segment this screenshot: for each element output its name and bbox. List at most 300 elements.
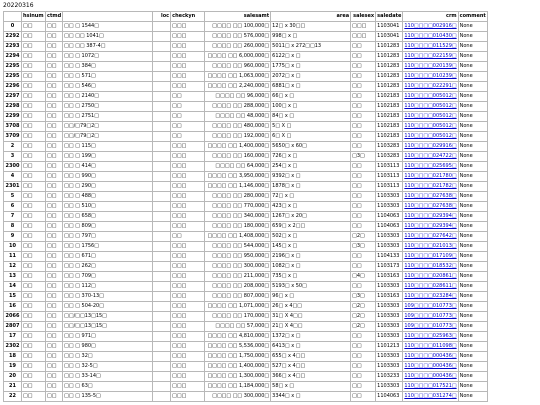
table-cell: None bbox=[458, 172, 487, 182]
table-row bbox=[4, 142, 488, 152]
table-row bbox=[4, 22, 488, 32]
table-cell: □□□□ □□ 770,000□ bbox=[205, 202, 271, 212]
table-cell: □□ bbox=[351, 112, 376, 122]
table-cell[interactable]: 110□□□□020139□ bbox=[403, 62, 458, 72]
table-cell: □□ bbox=[351, 202, 376, 212]
table-cell: □□ bbox=[22, 162, 46, 172]
table-cell: □□ bbox=[22, 142, 46, 152]
table-cell: 2295 bbox=[4, 72, 22, 82]
table-cell: □□□ bbox=[171, 282, 205, 292]
table-cell[interactable]: 110□□□□031274□ bbox=[403, 392, 458, 402]
table-cell: 8 bbox=[4, 222, 22, 232]
table-cell: None bbox=[458, 152, 487, 162]
table-cell: □□ bbox=[46, 102, 63, 112]
table-cell[interactable]: 110□□□□029394□ bbox=[403, 222, 458, 232]
table-cell: □□□□ □□ 300,000□ bbox=[205, 392, 271, 402]
table-cell bbox=[153, 82, 171, 92]
table-row bbox=[4, 112, 488, 122]
table-cell: □□ bbox=[46, 132, 63, 142]
column-header: hsinum bbox=[22, 12, 46, 22]
table-cell[interactable]: 109□□□□010773□ bbox=[403, 312, 458, 322]
table-cell: □□ bbox=[22, 392, 46, 402]
table-cell bbox=[153, 342, 171, 352]
table-cell[interactable]: 109□□□□010773□ bbox=[403, 302, 458, 312]
table-row bbox=[4, 92, 488, 102]
table-cell: □□ bbox=[22, 342, 46, 352]
table-cell: □□□ bbox=[171, 302, 205, 312]
table-cell: □□ bbox=[46, 192, 63, 202]
table-cell: None bbox=[458, 372, 487, 382]
table-cell: None bbox=[458, 352, 487, 362]
table-cell: □□ bbox=[351, 62, 376, 72]
table-cell: 31□ X 4□□ bbox=[271, 312, 351, 322]
table-cell[interactable]: 110□□□□010430□ bbox=[403, 32, 458, 42]
table-cell: □□ bbox=[351, 182, 376, 192]
table-cell: □□ bbox=[46, 202, 63, 212]
table-cell: □□ bbox=[22, 352, 46, 362]
table-cell: □□ bbox=[351, 372, 376, 382]
table-row bbox=[4, 202, 488, 212]
table-row bbox=[4, 372, 488, 382]
table-header-row bbox=[4, 12, 488, 22]
table-cell: □□ bbox=[22, 332, 46, 342]
table-cell: □□ □ 546□ bbox=[63, 82, 153, 92]
table-cell: None bbox=[458, 232, 487, 242]
table-cell: □□ bbox=[351, 262, 376, 272]
table-cell: None bbox=[458, 322, 487, 332]
table-cell: □□/□□13□15□ bbox=[63, 322, 153, 332]
table-cell bbox=[153, 362, 171, 372]
table-row bbox=[4, 152, 488, 162]
table-cell: □□ bbox=[22, 182, 46, 192]
table-cell: □3□ bbox=[351, 152, 376, 162]
table-cell[interactable]: 110□□□□025963□ bbox=[403, 332, 458, 342]
table-cell: □□□□ □□ 1,071,000□ bbox=[205, 302, 271, 312]
table-cell: □□ bbox=[22, 152, 46, 162]
table-cell: □□ □ 32-5□ bbox=[63, 362, 153, 372]
table-cell: □4□ bbox=[351, 272, 376, 282]
table-cell: None bbox=[458, 202, 487, 212]
table-cell: □□□□ □□ 180,000□ bbox=[205, 222, 271, 232]
table-cell: □□□ bbox=[171, 82, 205, 92]
table-cell: 1102183 bbox=[376, 132, 403, 142]
table-cell[interactable]: 110□□□□023284□ bbox=[403, 292, 458, 302]
table-row bbox=[4, 62, 488, 72]
table-cell[interactable]: 110□□□□021782□ bbox=[403, 182, 458, 192]
table-cell: 3709 bbox=[4, 132, 22, 142]
table-cell: 735□ x □ bbox=[271, 272, 351, 282]
table-cell: 1775□ x □ bbox=[271, 62, 351, 72]
table-cell: □2□ bbox=[351, 322, 376, 332]
table-cell: 0 bbox=[4, 22, 22, 32]
table-cell bbox=[153, 302, 171, 312]
table-cell bbox=[153, 212, 171, 222]
table-cell: None bbox=[458, 22, 487, 32]
table-cell: 2300 bbox=[4, 162, 22, 172]
column-header bbox=[63, 12, 153, 22]
table-cell: 1102183 bbox=[376, 122, 403, 132]
column-header: salesamt bbox=[205, 12, 271, 22]
table-cell[interactable]: 110□□□□028611□ bbox=[403, 282, 458, 292]
report-date: 20220316 bbox=[3, 2, 34, 9]
table-cell: 2807 bbox=[4, 322, 22, 332]
table-cell: □□□□ □□ 1,400,000□ bbox=[205, 362, 271, 372]
table-cell: 72□ x □ bbox=[271, 192, 351, 202]
table-cell: □□□□ □□ 48,000□ bbox=[205, 112, 271, 122]
table-cell: 655□ x 4□□ bbox=[271, 352, 351, 362]
table-cell: □□ □ 1544□ bbox=[63, 22, 153, 32]
table-cell: None bbox=[458, 182, 487, 192]
table-cell[interactable]: 110□□□□002916□ bbox=[403, 22, 458, 32]
column-header: crm bbox=[403, 12, 458, 22]
table-cell: □□□ bbox=[171, 52, 205, 62]
table-cell: □□ bbox=[22, 102, 46, 112]
table-cell: □□ bbox=[351, 102, 376, 112]
table-cell: □□ bbox=[22, 122, 46, 132]
table-cell: □□ bbox=[46, 172, 63, 182]
table-cell: None bbox=[458, 282, 487, 292]
table-row bbox=[4, 262, 488, 272]
table-row bbox=[4, 252, 488, 262]
table-cell: □□ □ 571□ bbox=[63, 72, 153, 82]
table-cell[interactable]: 110□□□□022291□ bbox=[403, 82, 458, 92]
column-header: ctmd bbox=[46, 12, 63, 22]
table-cell: 1103303 bbox=[376, 312, 403, 322]
table-cell[interactable]: 110□□□□029394□ bbox=[403, 212, 458, 222]
table-cell: □□ □ 135-5□ bbox=[63, 392, 153, 402]
table-cell: □□ bbox=[351, 352, 376, 362]
table-cell[interactable]: 110□□□□029916□ bbox=[403, 142, 458, 152]
table-cell: None bbox=[458, 122, 487, 132]
table-cell: 1101283 bbox=[376, 52, 403, 62]
table-cell[interactable]: 110□□□□011529□ bbox=[403, 42, 458, 52]
table-cell[interactable]: 110□□□□018532□ bbox=[403, 262, 458, 272]
table-cell: 1878□ x □ bbox=[271, 182, 351, 192]
table-cell: 96□ x □ bbox=[271, 292, 351, 302]
table-cell: □□ □ 658□ bbox=[63, 212, 153, 222]
table-cell: □□□ bbox=[171, 142, 205, 152]
table-cell: 6□ X □ bbox=[271, 132, 351, 142]
table-cell: None bbox=[458, 62, 487, 72]
table-cell[interactable]: 110□□□□000436□ bbox=[403, 352, 458, 362]
table-row bbox=[4, 342, 488, 352]
table-cell: 1102183 bbox=[376, 92, 403, 102]
table-cell: □□□ bbox=[171, 252, 205, 262]
table-cell: 2297 bbox=[4, 92, 22, 102]
table-cell bbox=[153, 62, 171, 72]
table-row bbox=[4, 312, 488, 322]
table-cell[interactable]: 110□□□□021013□ bbox=[403, 242, 458, 252]
table-cell: 22 bbox=[4, 392, 22, 402]
table-cell: □3□ bbox=[351, 292, 376, 302]
column-header: salesex bbox=[351, 12, 376, 22]
table-cell[interactable]: 110□□□□005012□ bbox=[403, 122, 458, 132]
table-cell: 1101283 bbox=[376, 72, 403, 82]
table-cell: 726□ x □ bbox=[271, 152, 351, 162]
table-cell: □□□□ □□ 208,000□ bbox=[205, 282, 271, 292]
table-cell: 1103283 bbox=[376, 152, 403, 162]
table-cell: 12 bbox=[4, 262, 22, 272]
table-cell: □□ bbox=[351, 92, 376, 102]
table-cell bbox=[153, 182, 171, 192]
table-cell: □□ bbox=[46, 262, 63, 272]
table-cell: 366□ x 4□□ bbox=[271, 372, 351, 382]
table-cell: □□ bbox=[171, 132, 205, 142]
table-cell: None bbox=[458, 272, 487, 282]
sales-table bbox=[3, 11, 488, 402]
table-cell: 1103303 bbox=[376, 282, 403, 292]
table-cell: □□ bbox=[351, 342, 376, 352]
table-cell[interactable]: 110□□□□000436□ bbox=[403, 362, 458, 372]
table-cell: □□ bbox=[351, 142, 376, 152]
table-cell: □□ □ 32□ bbox=[63, 352, 153, 362]
table-cell: □□ bbox=[171, 122, 205, 132]
table-cell bbox=[153, 372, 171, 382]
table-cell[interactable]: 110□□□□005012□ bbox=[403, 112, 458, 122]
table-cell: 9 bbox=[4, 232, 22, 242]
table-cell: □□ □ 199□ bbox=[63, 152, 153, 162]
table-cell: 15 bbox=[4, 292, 22, 302]
table-row bbox=[4, 42, 488, 52]
table-cell[interactable]: 110□□□□005012□ bbox=[403, 132, 458, 142]
table-cell: □□□ bbox=[171, 212, 205, 222]
table-cell: □□ bbox=[46, 322, 63, 332]
table-body bbox=[4, 22, 488, 402]
table-cell: □□ □ 1072□ bbox=[63, 52, 153, 62]
table-cell: □□ bbox=[46, 182, 63, 192]
table-cell: 1103113 bbox=[376, 172, 403, 182]
table-cell: □□ bbox=[22, 262, 46, 272]
table-cell: 1101283 bbox=[376, 82, 403, 92]
table-cell bbox=[153, 282, 171, 292]
table-cell: □□ bbox=[22, 32, 46, 42]
table-row bbox=[4, 322, 488, 332]
table-cell: □□ □ 2140□ bbox=[63, 92, 153, 102]
table-cell: □□□□ □□ 1,400,000□ bbox=[205, 142, 271, 152]
table-cell: 6 bbox=[4, 202, 22, 212]
table-cell: □□ bbox=[22, 302, 46, 312]
table-cell: 1101213 bbox=[376, 342, 403, 352]
table-cell: 58□ x □ bbox=[271, 382, 351, 392]
table-cell[interactable]: 110□□□□017521□ bbox=[403, 382, 458, 392]
table-cell: □□□ bbox=[171, 32, 205, 42]
table-cell: □□□□ □□ 96,000□ bbox=[205, 92, 271, 102]
table-cell: None bbox=[458, 302, 487, 312]
table-cell: 12□ x 30□□ bbox=[271, 22, 351, 32]
table-cell: 5□ X □ bbox=[271, 122, 351, 132]
table-cell: 5011□ x 272□□13 bbox=[271, 42, 351, 52]
table-cell: 1103303 bbox=[376, 302, 403, 312]
table-cell: 2066 bbox=[4, 312, 22, 322]
table-cell: 6881□ x □ bbox=[271, 82, 351, 92]
table-cell: □□ bbox=[22, 52, 46, 62]
table-cell[interactable]: 110□□□□021780□ bbox=[403, 172, 458, 182]
table-cell: □□□□ □□ 6,000,000□ bbox=[205, 52, 271, 62]
table-cell: 1103303 bbox=[376, 382, 403, 392]
table-cell: □□ bbox=[46, 302, 63, 312]
table-cell: □□□ bbox=[171, 262, 205, 272]
table-cell: 2292 bbox=[4, 32, 22, 42]
table-cell bbox=[153, 152, 171, 162]
table-cell: 10 bbox=[4, 242, 22, 252]
table-cell: 2302 bbox=[4, 342, 22, 352]
table-cell: 2299 bbox=[4, 112, 22, 122]
table-cell bbox=[153, 162, 171, 172]
table-cell: □□□□ □□ 480,000□ bbox=[205, 122, 271, 132]
table-cell: None bbox=[458, 82, 487, 92]
table-cell: □□□ bbox=[171, 22, 205, 32]
table-cell: None bbox=[458, 142, 487, 152]
table-cell bbox=[153, 112, 171, 122]
table-cell: □□ bbox=[22, 232, 46, 242]
table-cell: None bbox=[458, 242, 487, 252]
table-cell: 6122□ x □ bbox=[271, 52, 351, 62]
table-cell: 2 bbox=[4, 142, 22, 152]
table-cell: □□ bbox=[351, 332, 376, 342]
table-cell bbox=[153, 22, 171, 32]
table-cell: None bbox=[458, 162, 487, 172]
table-cell: 1082□ x □ bbox=[271, 262, 351, 272]
table-cell bbox=[153, 142, 171, 152]
table-cell: 6413□ x □ bbox=[271, 342, 351, 352]
column-header: saledate bbox=[376, 12, 403, 22]
table-cell: 1103303 bbox=[376, 332, 403, 342]
table-cell: □3□ bbox=[351, 242, 376, 252]
table-cell[interactable]: 110□□□□024722□ bbox=[403, 152, 458, 162]
table-cell: None bbox=[458, 212, 487, 222]
table-cell: □□□ bbox=[171, 372, 205, 382]
table-cell: 2298 bbox=[4, 102, 22, 112]
table-cell: None bbox=[458, 382, 487, 392]
table-cell[interactable]: 109□□□□010773□ bbox=[403, 322, 458, 332]
table-cell bbox=[153, 192, 171, 202]
table-cell: □□ bbox=[351, 162, 376, 172]
table-cell: 1103163 bbox=[376, 272, 403, 282]
table-cell[interactable]: 110□□□□027642□ bbox=[403, 232, 458, 242]
table-cell: □□ □ 414□ bbox=[63, 162, 153, 172]
table-cell: 2301 bbox=[4, 182, 22, 192]
table-cell: □2□ bbox=[351, 302, 376, 312]
table-cell: □□ bbox=[22, 212, 46, 222]
table-row bbox=[4, 162, 488, 172]
table-cell: □□ □ 980□ bbox=[63, 342, 153, 352]
table-cell: □□□ bbox=[171, 62, 205, 72]
table-cell: □□□ bbox=[171, 172, 205, 182]
table-cell: □□□ bbox=[171, 352, 205, 362]
table-cell: □□□□ □□ 3,950,000□ bbox=[205, 172, 271, 182]
table-cell[interactable]: 110□□□□027638□ bbox=[403, 202, 458, 212]
table-cell: □□□□ □□ 211,000□ bbox=[205, 272, 271, 282]
table-cell: □□ bbox=[22, 72, 46, 82]
table-cell: 1103113 bbox=[376, 162, 403, 172]
table-cell: 1103041 bbox=[376, 22, 403, 32]
table-cell: 5650□ x 60□ bbox=[271, 142, 351, 152]
table-cell[interactable]: 110□□□□025695□ bbox=[403, 162, 458, 172]
table-cell: None bbox=[458, 312, 487, 322]
table-row bbox=[4, 272, 488, 282]
table-cell: □□ bbox=[22, 312, 46, 322]
table-cell bbox=[153, 42, 171, 52]
table-cell: □□ bbox=[46, 122, 63, 132]
table-cell: □□ bbox=[351, 362, 376, 372]
table-cell: None bbox=[458, 102, 487, 112]
table-cell: 1103113 bbox=[376, 182, 403, 192]
table-cell: 26□ x 4□□ bbox=[271, 302, 351, 312]
table-cell bbox=[153, 272, 171, 282]
table-cell[interactable]: 110□□□□020861□ bbox=[403, 272, 458, 282]
table-cell: 145□ x □ bbox=[271, 242, 351, 252]
table-cell: □□□ bbox=[171, 72, 205, 82]
table-cell: □□ bbox=[22, 202, 46, 212]
table-cell: □□ bbox=[351, 392, 376, 402]
table-cell: □□ □ 809□ bbox=[63, 222, 153, 232]
table-cell: □□□□ □□ 950,000□ bbox=[205, 252, 271, 262]
table-cell bbox=[153, 252, 171, 262]
table-cell[interactable]: 110□□□□017109□ bbox=[403, 252, 458, 262]
table-cell: □□ bbox=[351, 42, 376, 52]
table-cell: 20 bbox=[4, 372, 22, 382]
column-header: area bbox=[271, 12, 351, 22]
table-cell: None bbox=[458, 362, 487, 372]
table-cell bbox=[153, 242, 171, 252]
table-cell: □□ bbox=[22, 372, 46, 382]
table-cell: □□ bbox=[46, 222, 63, 232]
table-cell: □□ □ 290□ bbox=[63, 182, 153, 192]
table-cell bbox=[153, 262, 171, 272]
table-cell[interactable]: 110□□□□022159□ bbox=[403, 52, 458, 62]
table-cell bbox=[153, 52, 171, 62]
table-row bbox=[4, 292, 488, 302]
table-cell bbox=[153, 102, 171, 112]
table-cell: □□ bbox=[46, 232, 63, 242]
table-cell: □□□□ □□ 960,000□ bbox=[205, 62, 271, 72]
table-cell[interactable]: 110□□□□000436□ bbox=[403, 372, 458, 382]
table-cell: □□□ bbox=[171, 162, 205, 172]
table-cell: 5193□ x 50□ bbox=[271, 282, 351, 292]
table-cell bbox=[153, 92, 171, 102]
table-cell: □□□ bbox=[171, 332, 205, 342]
table-cell: □□□ bbox=[171, 362, 205, 372]
table-cell[interactable]: 110□□□□010239□ bbox=[403, 72, 458, 82]
table-cell: □□□ bbox=[171, 312, 205, 322]
table-cell: 2295 bbox=[4, 62, 22, 72]
table-row bbox=[4, 222, 488, 232]
table-cell[interactable]: 110□□□□005012□ bbox=[403, 102, 458, 112]
table-cell: □□ bbox=[351, 192, 376, 202]
table-cell[interactable]: 110□□□□011098□ bbox=[403, 342, 458, 352]
table-cell: 1103303 bbox=[376, 192, 403, 202]
table-cell: 21 bbox=[4, 382, 22, 392]
table-row bbox=[4, 302, 488, 312]
table-cell: □□ □ 504-20□ bbox=[63, 302, 153, 312]
table-cell: □□ bbox=[46, 212, 63, 222]
table-row bbox=[4, 332, 488, 342]
table-row bbox=[4, 392, 488, 402]
table-cell: 1101283 bbox=[376, 42, 403, 52]
table-cell: 11 bbox=[4, 252, 22, 262]
table-cell: □□ □ 797□ bbox=[63, 232, 153, 242]
table-cell: □□ □ 33-14□ bbox=[63, 372, 153, 382]
table-cell bbox=[153, 132, 171, 142]
table-cell: □□□□ □□ 807,000□ bbox=[205, 292, 271, 302]
table-cell[interactable]: 110□□□□005012□ bbox=[403, 92, 458, 102]
table-cell: □□ bbox=[46, 272, 63, 282]
table-cell: 3 bbox=[4, 152, 22, 162]
table-cell: 423□ x □ bbox=[271, 202, 351, 212]
table-cell: None bbox=[458, 72, 487, 82]
table-cell: □□ □ 384□ bbox=[63, 62, 153, 72]
table-cell[interactable]: 110□□□□027638□ bbox=[403, 192, 458, 202]
